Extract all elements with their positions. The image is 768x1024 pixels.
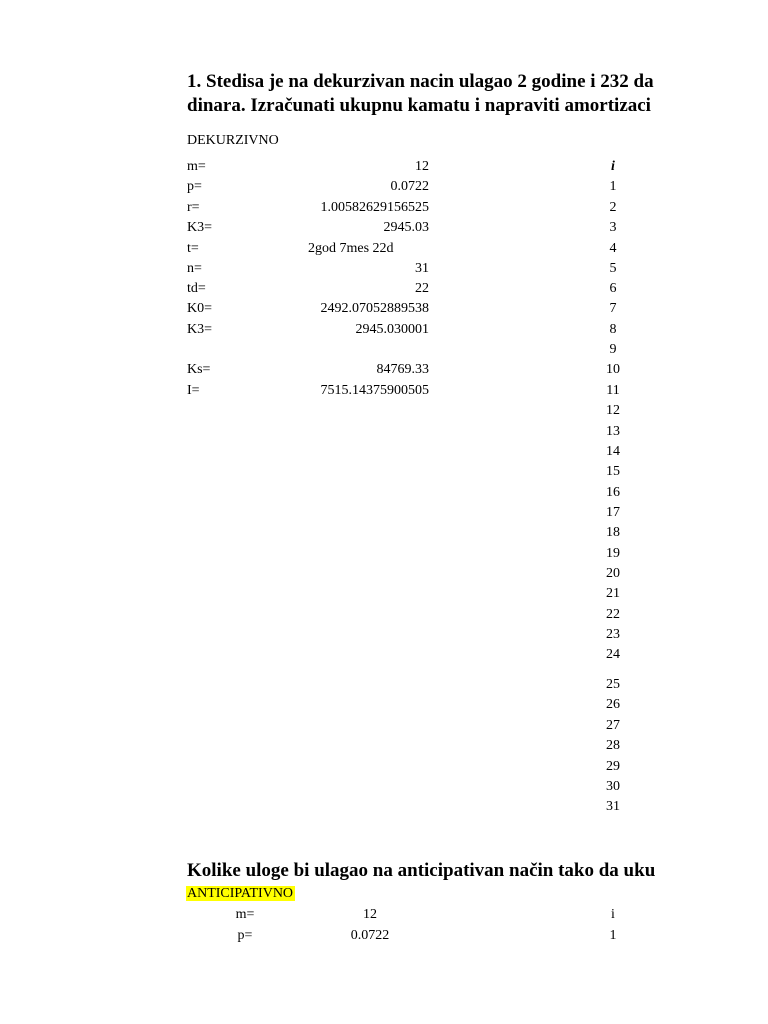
index-cell[interactable]: 21	[606, 586, 620, 601]
row-label-n: n=	[187, 261, 202, 276]
question1-line1: 1. Stedisa je na dekurzivan nacin ulagao 2 godine i 232 da	[187, 71, 654, 92]
row-value-k3-calc[interactable]: 2945.030001	[355, 322, 429, 337]
index-cell[interactable]: 17	[606, 505, 620, 520]
row-value-k3[interactable]: 2945.03	[383, 220, 429, 235]
row-value-r[interactable]: 1.00582629156525	[320, 200, 429, 215]
row-value-m[interactable]: 12	[415, 159, 429, 174]
question2-line1: Kolike uloge bi ulagao na anticipativan način tako da uku	[187, 860, 656, 881]
row2-label-m: m=	[235, 907, 255, 922]
row-value-n[interactable]: 31	[415, 261, 429, 276]
index-cell[interactable]: 11	[606, 383, 620, 398]
index-cell[interactable]: 1	[609, 179, 617, 194]
index-cell[interactable]: 5	[609, 261, 617, 276]
section2-title-highlight: ANTICIPATIVNO	[187, 886, 294, 901]
row-label-t: t=	[187, 241, 199, 256]
row-label-k3: K3=	[187, 220, 213, 235]
row2-value-m[interactable]: 12	[363, 907, 377, 922]
index-cell[interactable]: 25	[606, 677, 620, 692]
section1-title: DEKURZIVNO	[187, 133, 279, 148]
index-cell[interactable]: 8	[609, 322, 617, 337]
index-column-header: i	[611, 159, 615, 174]
index-cell[interactable]: 4	[609, 241, 617, 256]
row-value-k0[interactable]: 2492.07052889538	[320, 301, 429, 316]
row-label-i: I=	[187, 383, 200, 398]
index-cell[interactable]: 29	[606, 759, 620, 774]
index-cell[interactable]: 30	[606, 779, 620, 794]
question1-line2: dinara. Izračunati ukupnu kamatu i napraviti amortizaci	[187, 95, 651, 116]
row-label-td: td=	[187, 281, 206, 296]
row-label-m: m=	[187, 159, 206, 174]
index-cell[interactable]: 13	[606, 424, 620, 439]
index-cell[interactable]: 10	[606, 362, 620, 377]
index-cell[interactable]: 23	[606, 627, 620, 642]
section2-title	[186, 885, 295, 903]
index-cell[interactable]: 24	[606, 647, 620, 662]
row-value-t[interactable]: 2god 7mes 22d	[308, 241, 394, 256]
index-cell[interactable]: 18	[606, 525, 620, 540]
index-cell[interactable]: 26	[606, 697, 620, 712]
row-label-ks: Ks=	[187, 362, 211, 377]
index-cell[interactable]: 15	[606, 464, 620, 479]
index-cell[interactable]: 9	[609, 342, 617, 357]
row2-value-p[interactable]: 0.0722	[350, 928, 390, 943]
index-cell[interactable]: 6	[609, 281, 617, 296]
row-value-p[interactable]: 0.0722	[390, 179, 429, 194]
row-label-p: p=	[187, 179, 202, 194]
index2-cell[interactable]: 1	[609, 928, 617, 943]
index-cell[interactable]: 22	[606, 607, 620, 622]
row-value-ks[interactable]: 84769.33	[376, 362, 429, 377]
index2-column-header: i	[611, 907, 615, 922]
index-cell[interactable]: 19	[606, 546, 620, 561]
index-cell[interactable]: 31	[606, 799, 620, 814]
index-cell[interactable]: 12	[606, 403, 620, 418]
index-cell[interactable]: 28	[606, 738, 620, 753]
row2-label-p: p=	[237, 928, 253, 943]
index-cell[interactable]: 3	[609, 220, 617, 235]
index-cell[interactable]: 20	[606, 566, 620, 581]
index-cell[interactable]: 2	[609, 200, 617, 215]
row-value-td[interactable]: 22	[415, 281, 429, 296]
index-cell[interactable]: 7	[609, 301, 617, 316]
row-label-r: r=	[187, 200, 200, 215]
index-cell[interactable]: 27	[606, 718, 620, 733]
row-value-i[interactable]: 7515.14375900505	[320, 383, 429, 398]
index-cell[interactable]: 16	[606, 485, 620, 500]
row-label-k3-calc: K3=	[187, 322, 213, 337]
row-label-k0: K0=	[187, 301, 213, 316]
index-cell[interactable]: 14	[606, 444, 620, 459]
